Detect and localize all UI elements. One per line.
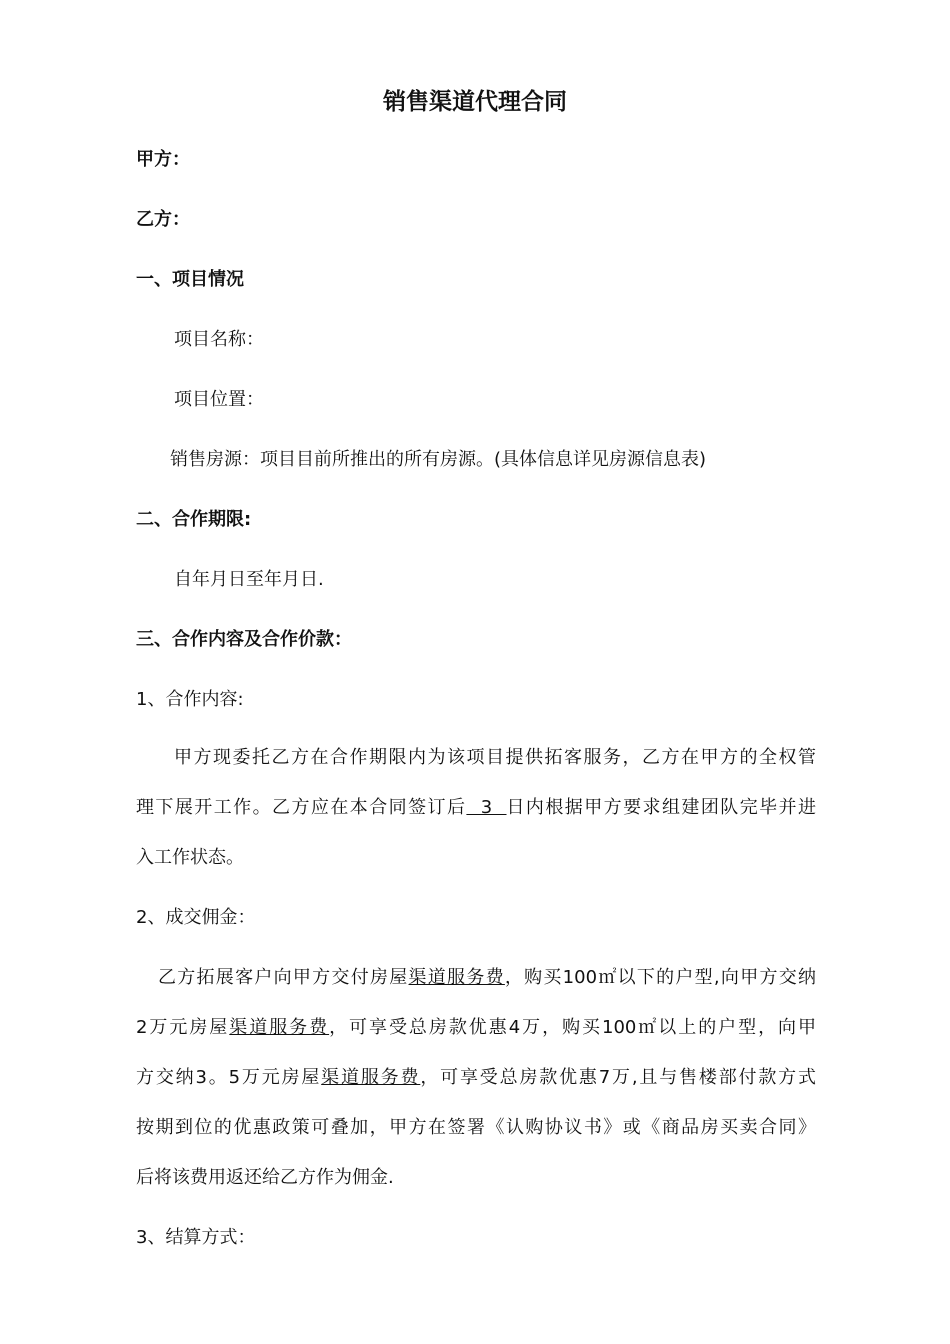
- commission-text: 乙方拓展客户向甲方交付房屋: [158, 967, 409, 988]
- item-2-heading: 2、成交佣金：: [136, 907, 256, 928]
- party-b-label: 乙方：: [136, 209, 190, 230]
- commission-line-2: [136, 1016, 816, 1040]
- commission-line-1: [158, 966, 816, 990]
- commission-text: ，可享受总房款优惠7万,且与售楼部付款方式: [420, 1067, 817, 1088]
- section-3-heading: 三、合作内容及合作价款：: [136, 629, 352, 650]
- item-1-heading: 1、合作内容:: [136, 689, 244, 710]
- cooperation-content-text: 理下展开工作。乙方应在本合同签订后: [136, 797, 467, 818]
- commission-line-4: 按期到位的优惠政策可叠加，甲方在签署《认购协议书》或《商品房买卖合同》: [136, 1117, 816, 1138]
- cooperation-content-line-1: 甲方现委托乙方在合作期限内为该项目提供拓客服务，乙方在甲方的全权管: [174, 747, 816, 768]
- days-blank-value: 3: [466, 797, 507, 818]
- project-location-label: 项目位置：: [174, 389, 264, 410]
- party-a-label: 甲方：: [136, 149, 190, 170]
- sales-source-text: 销售房源：项目目前所推出的所有房源。(具体信息详见房源信息表): [170, 449, 707, 470]
- channel-service-fee-term: 渠道服务费: [408, 967, 505, 988]
- section-2-heading: 二、合作期限:: [136, 509, 252, 530]
- section-1-heading: 一、项目情况: [136, 269, 244, 290]
- commission-line-5: 后将该费用返还给乙方作为佣金.: [136, 1167, 394, 1188]
- cooperation-content-line-2: [136, 796, 816, 820]
- commission-text: 2万元房屋: [136, 1017, 230, 1038]
- commission-text: 方交纳3。5万元房屋: [136, 1067, 322, 1088]
- commission-text: ，购买100㎡以下的户型,向甲方交纳: [504, 967, 817, 988]
- cooperation-content-text: 日内根据甲方要求组建团队完毕并进: [506, 797, 817, 818]
- commission-text: ，可享受总房款优惠4万，购买100㎡以上的户型，向甲: [329, 1017, 817, 1038]
- item-3-heading: 3、结算方式：: [136, 1227, 256, 1248]
- cooperation-term-text: 自年月日至年月日.: [174, 569, 324, 590]
- cooperation-content-line-3: 入工作状态。: [136, 847, 244, 868]
- document-title: 销售渠道代理合同: [383, 89, 567, 115]
- channel-service-fee-term: 渠道服务费: [229, 1017, 330, 1038]
- channel-service-fee-term: 渠道服务费: [321, 1067, 421, 1088]
- commission-line-3: [136, 1066, 816, 1090]
- project-name-label: 项目名称：: [174, 329, 264, 350]
